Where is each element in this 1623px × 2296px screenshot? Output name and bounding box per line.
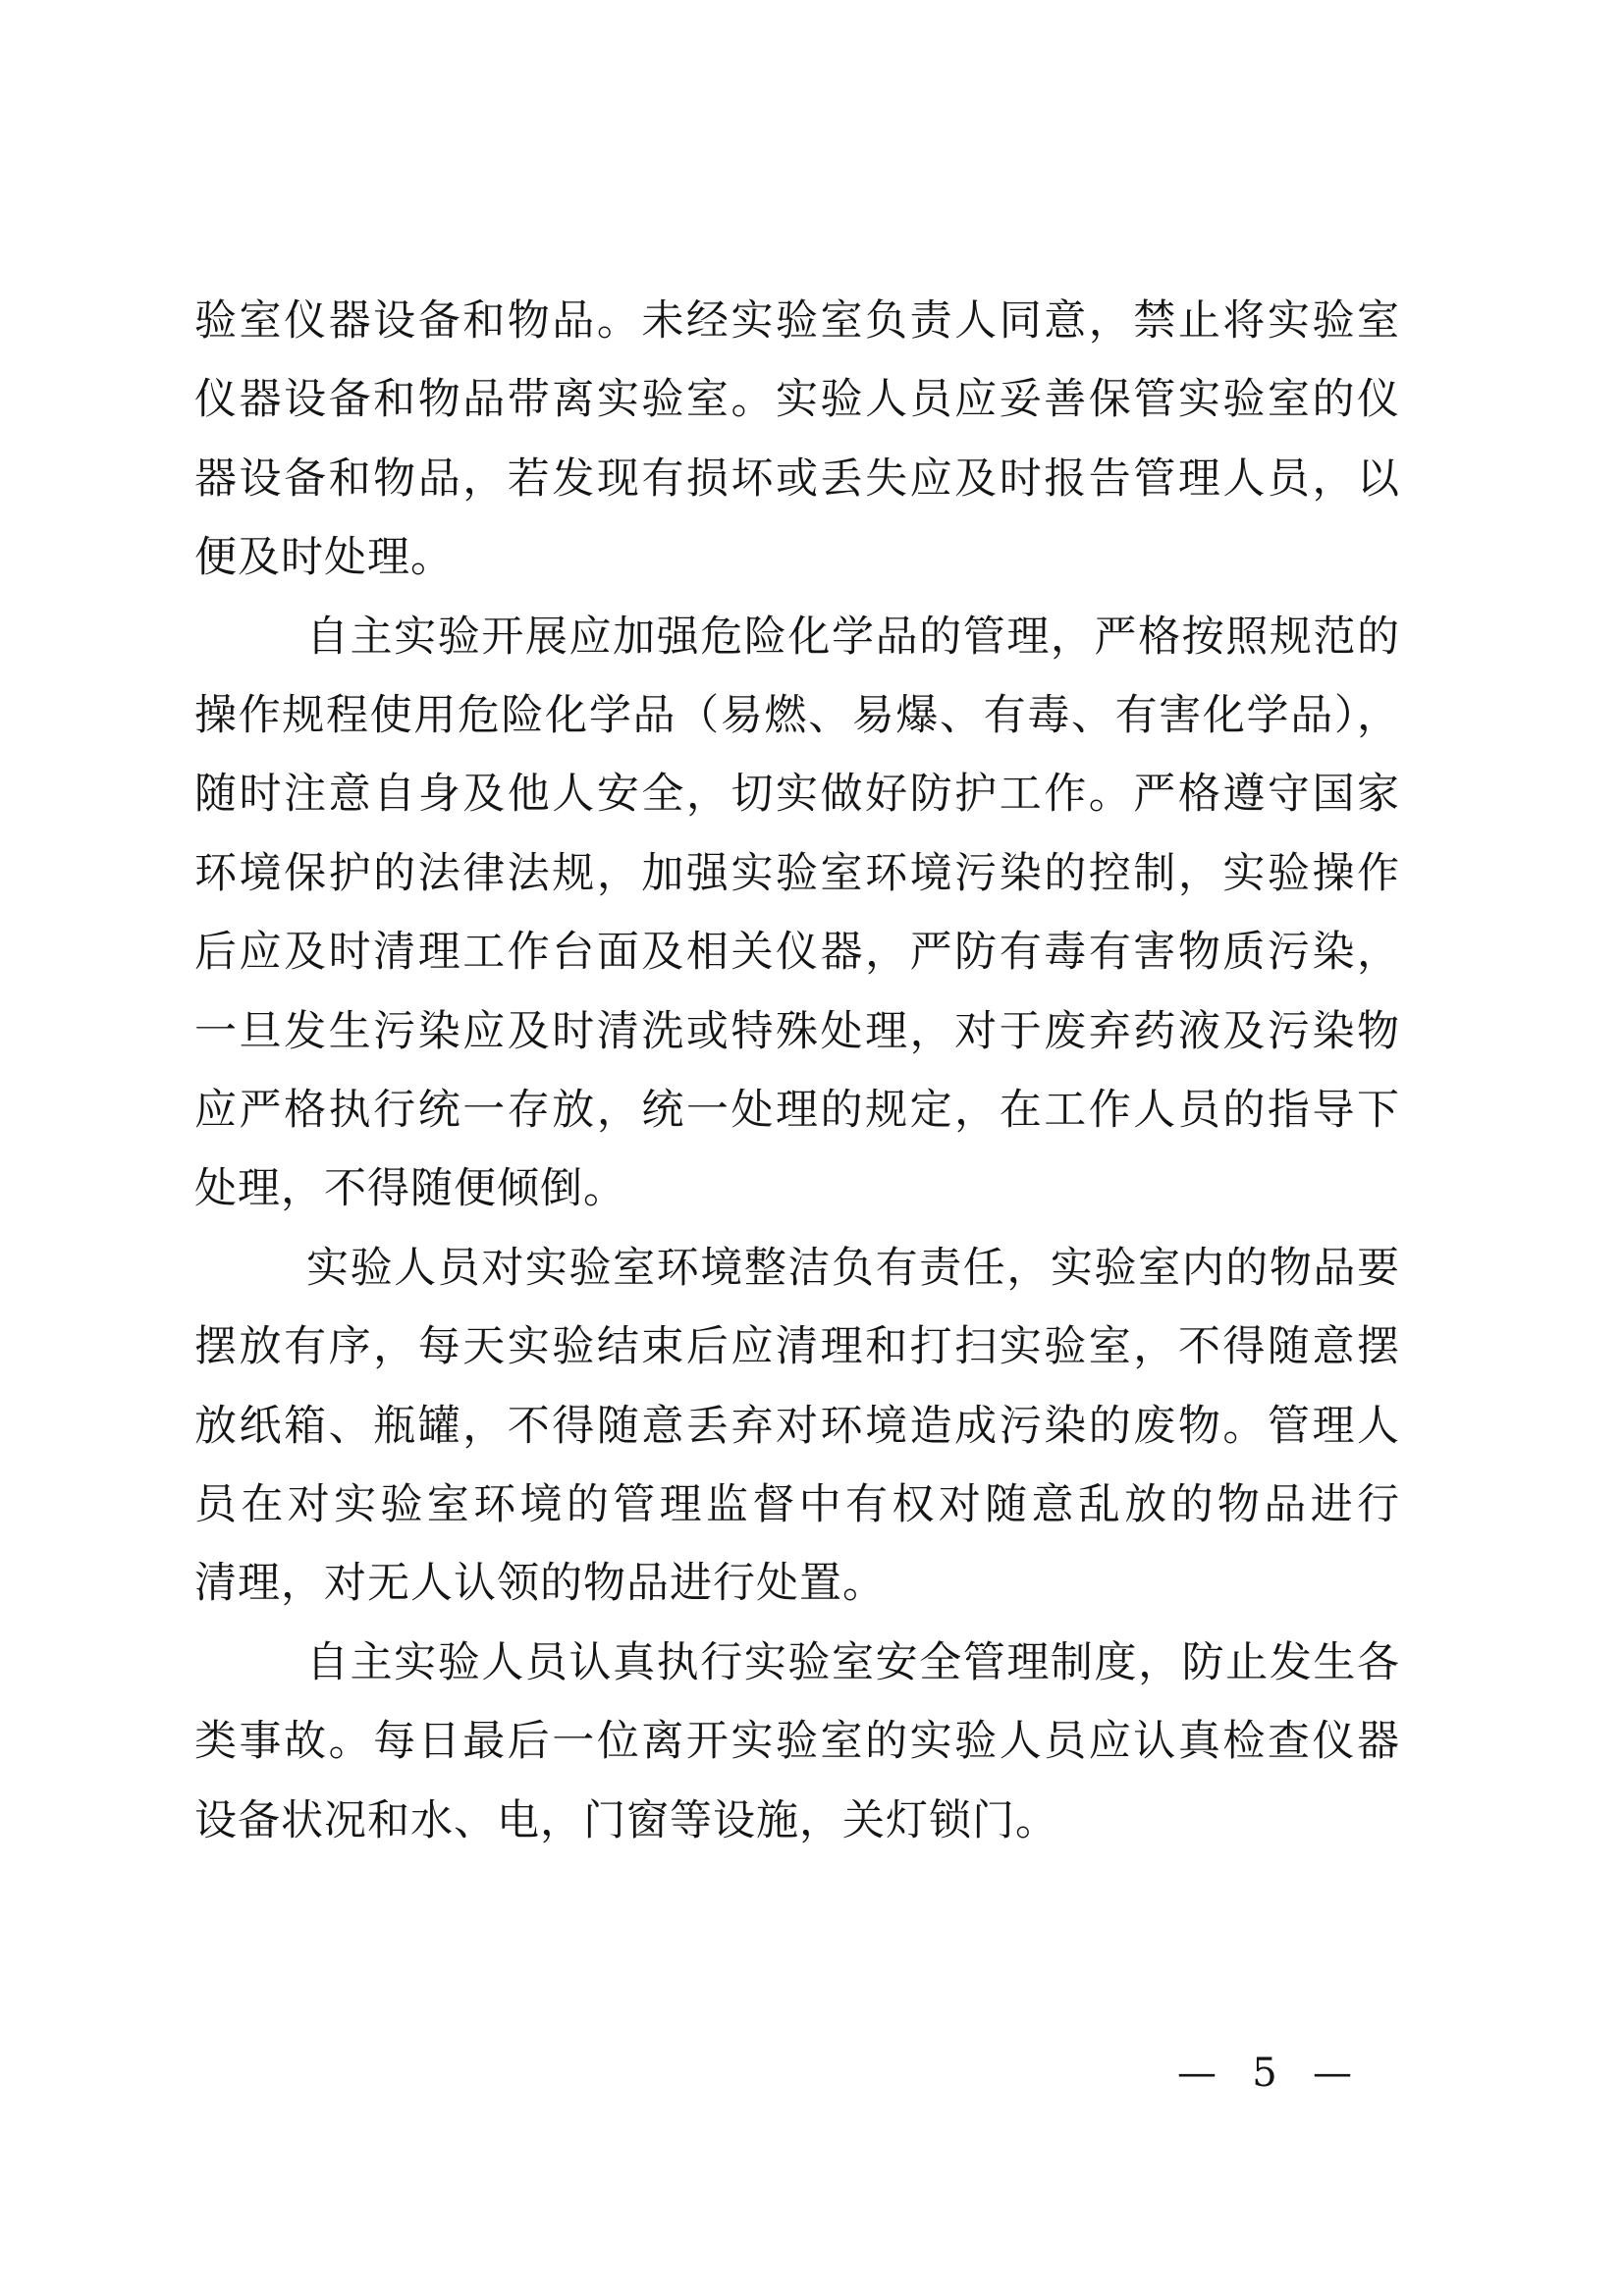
text-line: 随时注意自身及他人安全，切实做好防护工作。严格遵守国家 bbox=[194, 770, 1400, 820]
text-line: 一旦发生污染应及时清洗或特殊处理，对于废弃药液及污染物 bbox=[194, 1006, 1400, 1056]
text-line: 放纸箱、瓶罐，不得随意丢弃对环境造成污染的废物。管理人 bbox=[194, 1401, 1400, 1451]
text-line: 设备状况和水、电，门窗等设施，关灯锁门。 bbox=[194, 1795, 1058, 1845]
page-number: 5 bbox=[1252, 2051, 1277, 2096]
text-line: 便及时处理。 bbox=[194, 533, 454, 583]
footer-left-dash: — bbox=[1177, 2051, 1217, 2096]
text-line: 清理，对无人认领的物品进行处置。 bbox=[194, 1559, 886, 1609]
text-line: 自主实验开展应加强危险化学品的管理，严格按照规范的 bbox=[306, 612, 1400, 662]
text-line: 器设备和物品，若发现有损坏或丢失应及时报告管理人员，以 bbox=[194, 454, 1400, 504]
text-line: 仪器设备和物品带离实验室。实验人员应妥善保管实验室的仪 bbox=[194, 375, 1400, 425]
text-line: 后应及时清理工作台面及相关仪器，严防有毒有害物质污染， bbox=[194, 928, 1400, 978]
footer-right-dash: — bbox=[1312, 2051, 1352, 2096]
text-line: 类事故。每日最后一位离开实验室的实验人员应认真检查仪器 bbox=[194, 1717, 1400, 1767]
text-line: 实验人员对实验室环境整洁负有责任，实验室内的物品要 bbox=[306, 1243, 1400, 1293]
text-line: 摆放有序，每天实验结束后应清理和打扫实验室，不得随意摆 bbox=[194, 1322, 1400, 1372]
text-line: 自主实验人员认真执行实验室安全管理制度，防止发生各 bbox=[306, 1637, 1400, 1687]
text-line: 环境保护的法律法规，加强实验室环境污染的控制，实验操作 bbox=[194, 848, 1400, 898]
text-line: 员在对实验室环境的管理监督中有权对随意乱放的物品进行 bbox=[194, 1480, 1400, 1529]
text-line: 验室仪器设备和物品。未经实验室负责人同意，禁止将实验室 bbox=[194, 296, 1400, 346]
text-line: 操作规程使用危险化学品（易燃、易爆、有毒、有害化学品）， bbox=[194, 691, 1400, 740]
page-footer bbox=[1177, 2051, 1352, 2096]
text-line: 处理，不得随便倾倒。 bbox=[194, 1164, 626, 1214]
text-line: 应严格执行统一存放，统一处理的规定，在工作人员的指导下 bbox=[194, 1086, 1400, 1135]
